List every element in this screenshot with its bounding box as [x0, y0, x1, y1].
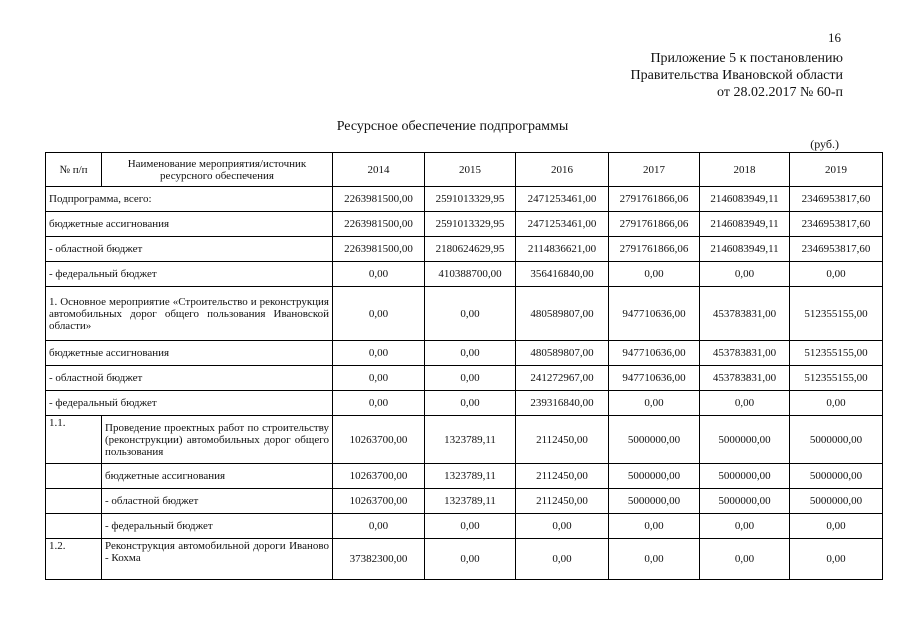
header-year: 2017: [609, 153, 700, 187]
cell-value: 0,00: [609, 514, 700, 539]
cell-value: 0,00: [516, 514, 609, 539]
header-name: Наименование мероприятия/источник ресурсного обеспечения: [102, 153, 333, 187]
cell-value: 1323789,11: [425, 416, 516, 464]
header-num: № п/п: [46, 153, 102, 187]
cell-value: 480589807,00: [516, 341, 609, 366]
cell-value: 0,00: [333, 514, 425, 539]
cell-value: 0,00: [425, 341, 516, 366]
cell-value: 2112450,00: [516, 489, 609, 514]
cell-value: 0,00: [790, 514, 883, 539]
row-label: 1. Основное мероприятие «Строительство и реконструкция автомобильных дорог общего пользования Ивановской области»: [46, 287, 333, 341]
cell-value: 0,00: [790, 539, 883, 580]
resource-table: [45, 152, 883, 580]
row-number: 1.2.: [46, 539, 102, 580]
table-row: [46, 262, 883, 287]
cell-value: 0,00: [609, 262, 700, 287]
cell-value: 37382300,00: [333, 539, 425, 580]
cell-value: 2346953817,60: [790, 237, 883, 262]
cell-value: 5000000,00: [700, 489, 790, 514]
cell-value: 2180624629,95: [425, 237, 516, 262]
cell-value: 1323789,11: [425, 489, 516, 514]
cell-value: 2263981500,00: [333, 212, 425, 237]
cell-value: 0,00: [700, 514, 790, 539]
cell-value: 0,00: [425, 539, 516, 580]
appendix-line-1: Приложение 5 к постановлению: [650, 51, 843, 66]
cell-value: 512355155,00: [790, 366, 883, 391]
cell-value: 5000000,00: [790, 464, 883, 489]
appendix-line-2: Правительства Ивановской области: [630, 68, 843, 83]
cell-value: 2791761866,06: [609, 237, 700, 262]
table-row: [46, 237, 883, 262]
cell-value: 0,00: [790, 262, 883, 287]
row-label: - федеральный бюджет: [46, 262, 333, 287]
table-row: [46, 287, 883, 341]
cell-value: 0,00: [333, 391, 425, 416]
unit-label: (руб.): [810, 137, 839, 151]
row-label: - областной бюджет: [102, 489, 333, 514]
cell-value: 2263981500,00: [333, 187, 425, 212]
cell-value: 2114836621,00: [516, 237, 609, 262]
header-year: 2015: [425, 153, 516, 187]
table-row: [46, 187, 883, 212]
cell-value: 2471253461,00: [516, 187, 609, 212]
cell-value: 5000000,00: [609, 464, 700, 489]
cell-value: 2112450,00: [516, 416, 609, 464]
page-number: 16: [828, 30, 841, 45]
header-year: 2018: [700, 153, 790, 187]
row-number: 1.1.: [46, 416, 102, 464]
cell-value: 2791761866,06: [609, 212, 700, 237]
cell-value: 5000000,00: [790, 489, 883, 514]
cell-value: 453783831,00: [700, 287, 790, 341]
cell-value: 453783831,00: [700, 341, 790, 366]
header-year: 2016: [516, 153, 609, 187]
appendix-line-3: от 28.02.2017 № 60-п: [717, 85, 843, 100]
header-year: 2019: [790, 153, 883, 187]
table-row: [46, 489, 883, 514]
cell-value: 512355155,00: [790, 341, 883, 366]
cell-value: 0,00: [333, 341, 425, 366]
cell-value: 0,00: [425, 514, 516, 539]
cell-value: 10263700,00: [333, 489, 425, 514]
appendix-note: [631, 50, 843, 101]
cell-value: 947710636,00: [609, 287, 700, 341]
row-number-empty: [46, 464, 102, 489]
row-label: - областной бюджет: [46, 237, 333, 262]
cell-value: 453783831,00: [700, 366, 790, 391]
cell-value: 0,00: [333, 262, 425, 287]
cell-value: 2146083949,11: [700, 237, 790, 262]
header-year: 2014: [333, 153, 425, 187]
cell-value: 5000000,00: [700, 416, 790, 464]
cell-value: 0,00: [790, 391, 883, 416]
cell-value: 5000000,00: [609, 416, 700, 464]
cell-value: 356416840,00: [516, 262, 609, 287]
row-label: Проведение проектных работ по строительству (реконструкции) автомобильных дорог общего пользования: [102, 416, 333, 464]
cell-value: 239316840,00: [516, 391, 609, 416]
table-row: [46, 416, 883, 464]
cell-value: 2791761866,06: [609, 187, 700, 212]
cell-value: 947710636,00: [609, 366, 700, 391]
cell-value: 410388700,00: [425, 262, 516, 287]
cell-value: 0,00: [333, 287, 425, 341]
cell-value: 0,00: [425, 391, 516, 416]
cell-value: 5000000,00: [700, 464, 790, 489]
table-row: [46, 212, 883, 237]
row-label: бюджетные ассигнования: [46, 341, 333, 366]
row-number-empty: [46, 514, 102, 539]
cell-value: 241272967,00: [516, 366, 609, 391]
cell-value: 0,00: [700, 539, 790, 580]
cell-value: 0,00: [700, 391, 790, 416]
cell-value: 0,00: [516, 539, 609, 580]
row-label: - областной бюджет: [46, 366, 333, 391]
cell-value: 480589807,00: [516, 287, 609, 341]
cell-value: 0,00: [425, 366, 516, 391]
cell-value: 2263981500,00: [333, 237, 425, 262]
cell-value: 947710636,00: [609, 341, 700, 366]
cell-value: 0,00: [609, 539, 700, 580]
table-row: [46, 539, 883, 580]
cell-value: 0,00: [333, 366, 425, 391]
cell-value: 5000000,00: [790, 416, 883, 464]
cell-value: 2146083949,11: [700, 187, 790, 212]
table-row: [46, 514, 883, 539]
cell-value: 0,00: [609, 391, 700, 416]
cell-value: 2591013329,95: [425, 187, 516, 212]
cell-value: 2471253461,00: [516, 212, 609, 237]
cell-value: 0,00: [700, 262, 790, 287]
cell-value: 5000000,00: [609, 489, 700, 514]
cell-value: 2346953817,60: [790, 187, 883, 212]
table-row: [46, 391, 883, 416]
row-label: бюджетные ассигнования: [46, 212, 333, 237]
row-label: Реконструкция автомобильной дороги Иваново - Кохма: [102, 539, 333, 580]
cell-value: 2112450,00: [516, 464, 609, 489]
table-header-row: [46, 153, 883, 187]
cell-value: 0,00: [425, 287, 516, 341]
table-row: [46, 341, 883, 366]
cell-value: 10263700,00: [333, 464, 425, 489]
cell-value: 512355155,00: [790, 287, 883, 341]
table-row: [46, 366, 883, 391]
cell-value: 1323789,11: [425, 464, 516, 489]
cell-value: 2346953817,60: [790, 212, 883, 237]
document-title: Ресурсное обеспечение подпрограммы: [336, 119, 569, 134]
cell-value: 2146083949,11: [700, 212, 790, 237]
row-label: Подпрограмма, всего:: [46, 187, 333, 212]
row-number-empty: [46, 489, 102, 514]
row-label: бюджетные ассигнования: [102, 464, 333, 489]
cell-value: 2591013329,95: [425, 212, 516, 237]
row-label: - федеральный бюджет: [46, 391, 333, 416]
table-row: [46, 464, 883, 489]
cell-value: 10263700,00: [333, 416, 425, 464]
row-label: - федеральный бюджет: [102, 514, 333, 539]
